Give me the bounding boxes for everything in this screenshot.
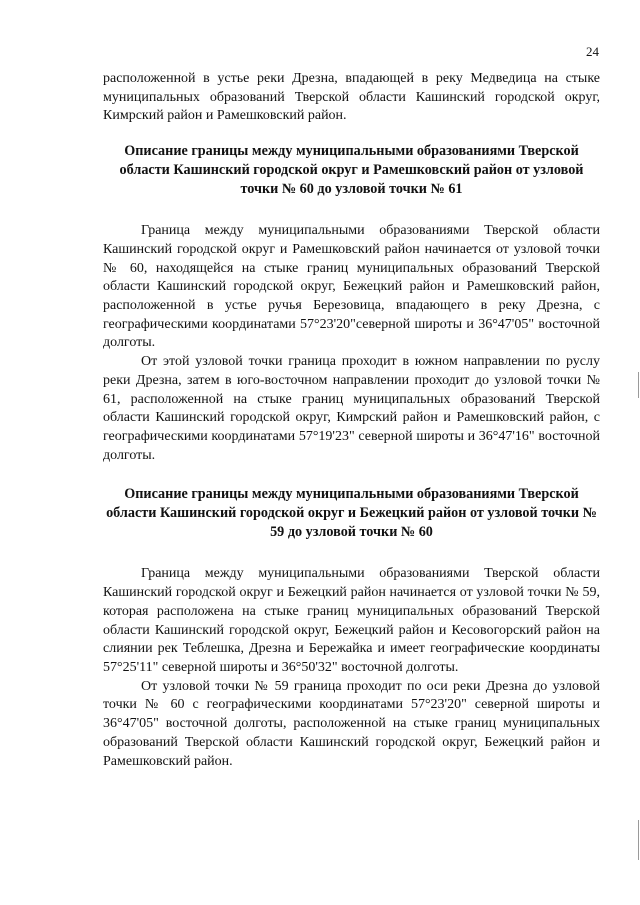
scan-edge-mark	[638, 372, 639, 398]
section-heading-61: Описание границы между муниципальными образованиями Тверской области Кашинский городской округ и Рамешковский район от узловой точки № 60 до узловой точки № 61	[119, 143, 584, 197]
section-60-paragraph-1: Граница между муниципальными образованиями Тверской области Кашинский городской округ и Бежецкий район начинается от узловой точки № 59, которая расположена на стыке границ муниципальных образований Тверской области Кашинский городской округ, Бежецкий район и Кесовогорский район на слиянии рек Теблешка, Дрезна и Бережайка и имеет географические координаты 57°25'11" северной широты и 36°50'32" восточной долготы.	[103, 566, 600, 675]
section-61-paragraph-1: Граница между муниципальными образованиями Тверской области Кашинский городской округ и Рамешковский район начинается от узловой точки № 60, находящейся на стыке границ муниципальных образований Тверской области Кашинский городской округ, Бежецкий район и Рамешковский район, расположенной в устье ручья Березовица, впадающего в реку Дрезна, с географическими координатами 57°23'20"северной широты и 36°47'05" восточной долготы.	[103, 223, 600, 351]
scan-edge-mark	[638, 820, 639, 860]
section-heading-60: Описание границы между муниципальными образованиями Тверской области Кашинский городской округ и Бежецкий район от узловой точки № 59 до узловой точки № 60	[106, 486, 597, 540]
section-61-paragraph-2: От этой узловой точки граница проходит в южном направлении по руслу реки Дрезна, затем в юго-восточном направлении проходит до узловой точки № 61, расположенной на стыке границ муниципальных образований Тверской области Кашинский городской округ, Кимрский район и Рамешковский район, с географическими координатами 57°19'23" северной широты и 36°47'16" восточной долготы.	[103, 354, 600, 463]
intro-paragraph: расположенной в устье реки Дрезна, впадающей в реку Медведица на стыке муниципальных образований Тверской области Кашинский городской округ, Кимрский район и Рамешковский район.	[103, 71, 600, 124]
section-60-paragraph-2: От узловой точки № 59 граница проходит по оси реки Дрезна до узловой точки № 60 с географическими координатами 57°23'20" северной широты и 36°47'05" восточной долготы, расположенной на стыке границ муниципальных образований Тверской области Кашинский городской округ, Бежецкий район и Рамешковский район.	[103, 678, 600, 769]
page-number: 24	[586, 44, 599, 59]
document-body	[103, 70, 600, 771]
